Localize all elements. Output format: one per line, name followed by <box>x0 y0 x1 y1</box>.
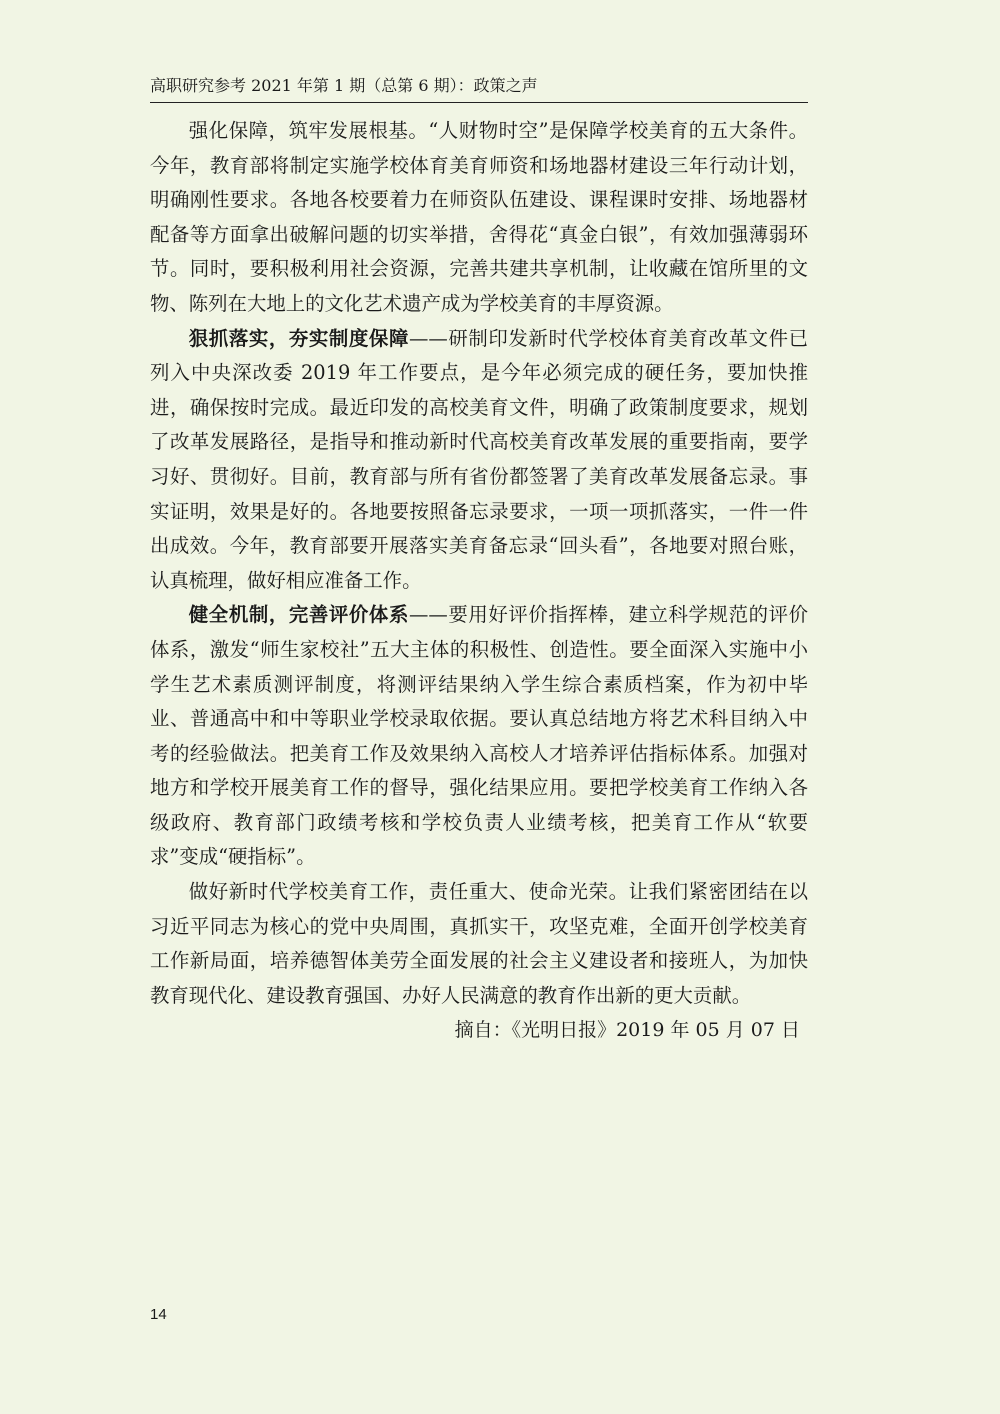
paragraph-lead: 狠抓落实，夯实制度保障 <box>188 326 409 350</box>
page-number: 14 <box>150 1306 167 1323</box>
running-header: 高职研究参考 2021 年第 1 期（总第 6 期）：政策之声 <box>150 76 808 103</box>
source-citation: 摘自：《光明日报》2019 年 05 月 07 日 <box>454 1019 800 1042</box>
paragraph-resource-guarantee <box>150 114 808 322</box>
article-body <box>150 114 808 1047</box>
paragraph-text: 做好新时代学校美育工作，责任重大、使命光荣。让我们紧密团结在以习近平同志为核心的党中央周围，真抓实干，攻坚克难，全面开创学校美育工作新局面，培养德智体美劳全面发展的社会主义建设者和接班人，为加快教育现代化、建设教育强国、办好人民满意的教育作出新的更大贡献。 <box>150 880 808 1007</box>
paragraph-implementation <box>150 322 808 599</box>
paragraph-text: ——要用好评价指挥棒，建立科学规范的评价体系，激发“师生家校社”五大主体的积极性、创造性。要全面深入实施中小学生艺术素质测评制度，将测评结果纳入学生综合素质档案，作为初中毕业、普通高中和中等职业学校录取依据。要认真总结地方将艺术科目纳入中考的经验做法。把美育工作及效果纳入高校人才培养评估指标体系。加强对地方和学校开展美育工作的督导，强化结果应用。要把学校美育工作纳入各级政府、教育部门政绩考核和学校负责人业绩考核，把美育工作从“软要求”变成“硬指标”。 <box>150 603 809 869</box>
paragraph-conclusion <box>150 875 808 1013</box>
paragraph-text: 强化保障，筑牢发展根基。“人财物时空”是保障学校美育的五大条件。今年，教育部将制定实施学校体育美育师资和场地器材建设三年行动计划，明确刚性要求。各地各校要着力在师资队伍建设、课程课时安排、场地器材配备等方面拿出破解问题的切实举措，舍得花“真金白银”，有效加强薄弱环节。同时，要积极利用社会资源，完善共建共享机制，让收藏在馆所里的文物、陈列在大地上的文化艺术遗产成为学校美育的丰厚资源。 <box>150 119 808 315</box>
paragraph-text: ——研制印发新时代学校体育美育改革文件已列入中央深改委 2019 年工作要点，是今年必须完成的硬任务，要加快推进，确保按时完成。最近印发的高校美育文件，明确了政策制度要求，规划了改革发展路径，是指导和推动新时代高校美育改革发展的重要指南，要学习好、贯彻好。目前，教育部与所有省份都签署了美育改革发展备忘录。事实证明，效果是好的。各地要按照备忘录要求，一项一项抓落实，一件一件出成效。今年，教育部要开展落实美育备忘录“回头看”，各地要对照台账，认真梳理，做好相应准备工作。 <box>150 326 809 592</box>
paragraph-evaluation <box>150 598 808 875</box>
paragraph-lead: 健全机制，完善评价体系 <box>188 603 409 627</box>
